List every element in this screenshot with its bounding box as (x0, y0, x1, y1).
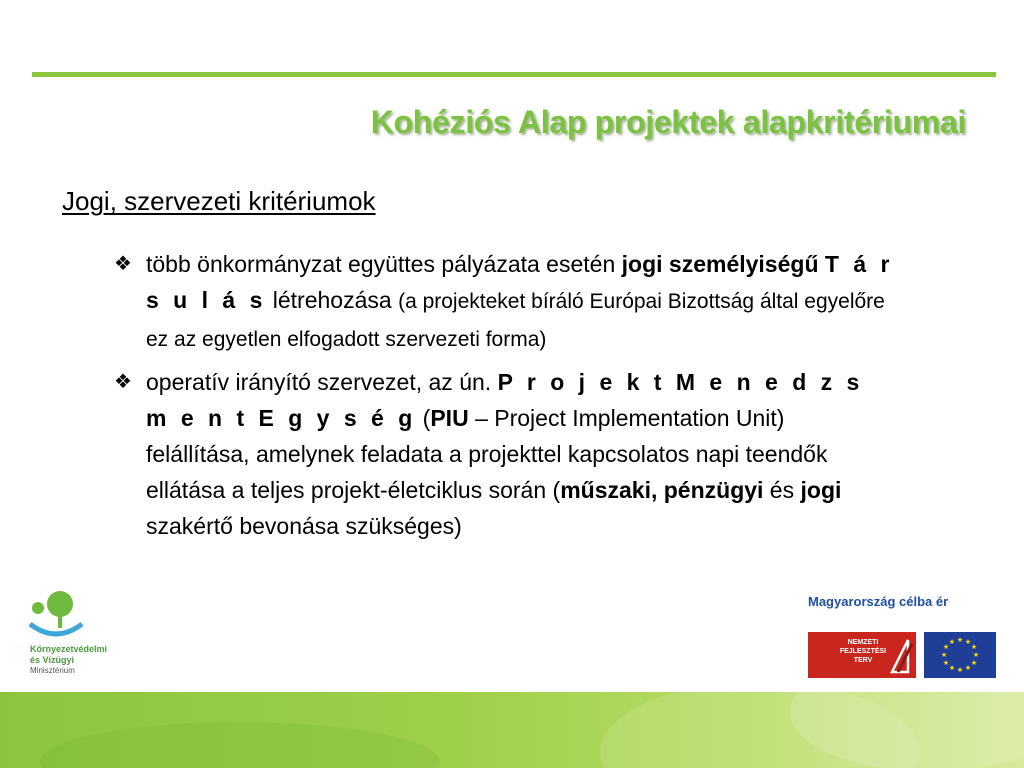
title-rule (32, 72, 996, 77)
bullet-text-bold: jogi (800, 477, 842, 503)
bullet-text-part: szakértő bevonása szükséges) (146, 513, 462, 539)
bullet-text-spaced: P r o j e k t M e n e d z s m e n t E g y s é g (146, 369, 864, 431)
nft-text-line: TERV (853, 657, 873, 664)
bullet-item (114, 364, 894, 544)
bullet-text-note: (a projekteket bíráló Európai Bizottság által egyelőre ez az egyetlen elfogadott szervezeti forma) (146, 290, 885, 351)
bullet-item (114, 246, 894, 358)
nft-logo (808, 632, 916, 678)
svg-text:★: ★ (956, 666, 964, 674)
nft-text-line: NEMZETI (847, 639, 879, 646)
eu-flag-icon (924, 632, 996, 678)
svg-text:★: ★ (948, 638, 956, 646)
svg-text:★: ★ (956, 636, 964, 644)
bullet-text-part: ( (416, 405, 431, 431)
svg-text:★: ★ (948, 664, 956, 672)
bullet-text-part: és (763, 477, 801, 503)
svg-text:★: ★ (940, 651, 948, 659)
diamond-bullet-icon: ❖ (114, 253, 132, 275)
ministry-logo (26, 588, 126, 680)
ministry-name-line: Minisztérium (30, 666, 75, 675)
diamond-bullet-icon: ❖ (114, 371, 132, 393)
footer-texture (0, 692, 1024, 768)
svg-text:★: ★ (942, 643, 950, 651)
nft-text-line: FEJLESZTÉSI (839, 648, 887, 655)
svg-text:★: ★ (970, 659, 978, 667)
bullet-text-part: létrehozása (266, 287, 399, 313)
footer-band (0, 692, 1024, 768)
svg-text:★: ★ (972, 651, 980, 659)
ministry-name-line: és Vízügyi (30, 655, 75, 665)
bullet-text-bold: PIU (430, 405, 469, 431)
slide-title: Kohéziós Alap projektek alapkritériumai (370, 104, 966, 140)
tree-water-icon (26, 588, 86, 644)
bullet-list (114, 246, 894, 550)
section-subtitle: Jogi, szervezeti kritériumok (62, 186, 376, 216)
bullet-text-spaced: T á r s u l á s (146, 251, 894, 313)
svg-text:★: ★ (942, 659, 950, 667)
svg-text:★: ★ (964, 638, 972, 646)
svg-text:★: ★ (970, 643, 978, 651)
bullet-text-bold: műszaki, pénzügyi (560, 477, 764, 503)
bullet-text-part: operatív irányító szervezet, az ún. (146, 369, 498, 395)
bullet-text-part: – Project Implementation Unit) felállítása, amelynek feladata a projekttel kapcsolatos napi teendők ellátása a teljes projekt-életciklus során ( (146, 405, 828, 503)
svg-text:★: ★ (964, 664, 972, 672)
ministry-name-line: Környezetvédelmi (30, 644, 108, 654)
bullet-text-part: több önkormányzat együttes pályázata esetén (146, 251, 622, 277)
campaign-slogan: Magyarország célba ér (808, 594, 949, 609)
bullet-text-bold: jogi személyiségű (621, 251, 825, 277)
